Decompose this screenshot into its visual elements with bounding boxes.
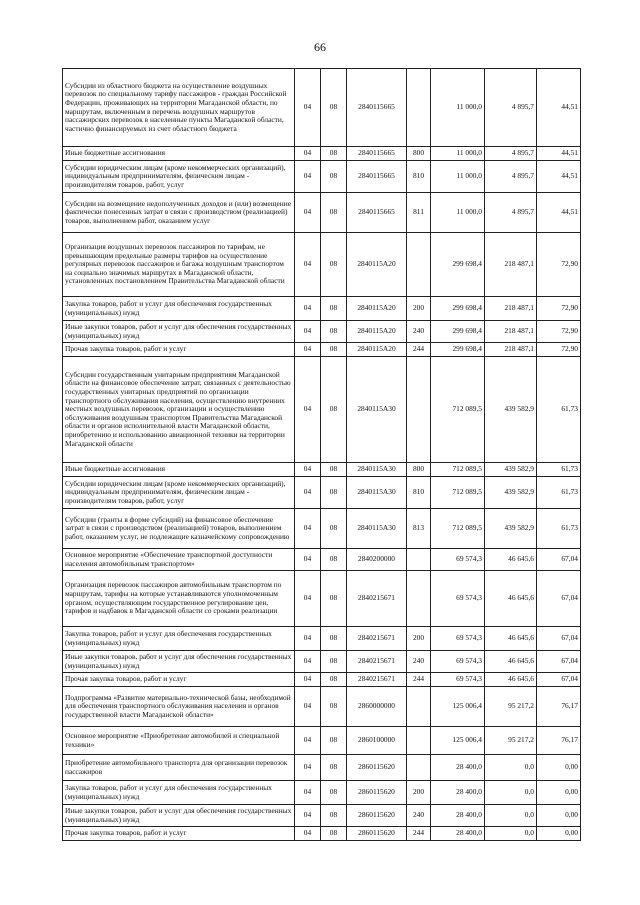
table-row [63,193,581,233]
section-code-cell: 04 [295,233,321,297]
planned-amount-cell: 28 400,0 [431,781,485,805]
actual-amount-cell: 0,0 [485,827,537,841]
expense-type-cell [407,357,431,463]
target-article-cell: 2840200000 [347,549,407,571]
planned-amount-cell: 125 006,4 [431,687,485,727]
section-code-cell: 04 [295,627,321,651]
execution-percent-cell: 61,73 [537,357,581,463]
row-name-cell: Приобретение автомобильного транспорта для организации перевозок пассажиров [63,755,295,781]
planned-amount-cell: 125 006,4 [431,727,485,755]
expense-type-cell: 240 [407,651,431,673]
actual-amount-cell: 46 645,6 [485,549,537,571]
target-article-cell: 2840215671 [347,627,407,651]
actual-amount-cell: 46 645,6 [485,651,537,673]
target-article-cell: 2840115665 [347,147,407,161]
section-code-cell: 04 [295,827,321,841]
subsection-code-cell: 08 [321,549,347,571]
section-code-cell: 04 [295,651,321,673]
execution-percent-cell: 72,90 [537,297,581,321]
target-article-cell: 2860115620 [347,755,407,781]
expense-type-cell: 200 [407,781,431,805]
page-number: 66 [314,40,326,54]
target-article-cell: 2860115620 [347,805,407,827]
table-row [63,727,581,755]
table-row [63,343,581,357]
expense-type-cell: 811 [407,193,431,233]
expense-type-cell [407,549,431,571]
planned-amount-cell: 712 089,5 [431,463,485,477]
subsection-code-cell: 08 [321,781,347,805]
row-name-cell: Субсидии государственным унитарным предприятиям Магаданской области на финансовое обеспечение затрат, связанных с деятельностью государственных унитарных предприятий по организации транспортного обслуживания населения, осуществлению внутренних местных воздушных перевозок, организации и осуществлению обслуживания воздушным транспортом Правительства Магаданской области и органов исполнительной власти Магаданской области, приобретению и использованию авиационной техники на территории Магаданской области [63,357,295,463]
planned-amount-cell: 69 574,3 [431,549,485,571]
table-row [63,233,581,297]
row-name-cell: Субсидии из областного бюджета на осуществление воздушных перевозок по специальному тарифу пассажиров - граждан Российской Федерации, проживающих на территории Магаданской области, по маршрутам, включенным в перечень воздушных маршрутов пассажирских перевозок в населенные пункты Магаданской области, частично финансируемых из счет областного бюджета [63,69,295,147]
expense-type-cell: 810 [407,477,431,509]
target-article-cell: 2840115A30 [347,463,407,477]
section-code-cell: 04 [295,549,321,571]
actual-amount-cell: 46 645,6 [485,571,537,627]
section-code-cell: 04 [295,161,321,193]
table-row [63,161,581,193]
table-row [63,781,581,805]
target-article-cell: 2860115620 [347,781,407,805]
execution-percent-cell: 72,90 [537,233,581,297]
execution-percent-cell: 67,04 [537,627,581,651]
expense-type-cell: 244 [407,343,431,357]
target-article-cell: 2840115A30 [347,357,407,463]
execution-percent-cell: 72,90 [537,343,581,357]
target-article-cell: 2840215671 [347,651,407,673]
row-name-cell: Иные закупки товаров, работ и услуг для обеспечения государственных (муниципальных) нужд [63,805,295,827]
expense-type-cell: 810 [407,161,431,193]
execution-percent-cell: 61,73 [537,463,581,477]
subsection-code-cell: 08 [321,477,347,509]
execution-percent-cell: 44,51 [537,147,581,161]
table-row [63,477,581,509]
subsection-code-cell: 08 [321,509,347,549]
section-code-cell: 04 [295,463,321,477]
actual-amount-cell: 46 645,6 [485,673,537,687]
target-article-cell: 2840115A20 [347,321,407,343]
target-article-cell: 2840115A30 [347,509,407,549]
expense-type-cell [407,69,431,147]
row-name-cell: Закупка товаров, работ и услуг для обеспечения государственных (муниципальных) нужд [63,627,295,651]
row-name-cell: Закупка товаров, работ и услуг для обеспечения государственных (муниципальных) нужд [63,781,295,805]
actual-amount-cell: 439 582,9 [485,357,537,463]
table-row [63,805,581,827]
expense-type-cell: 200 [407,627,431,651]
subsection-code-cell: 08 [321,147,347,161]
planned-amount-cell: 69 574,3 [431,651,485,673]
subsection-code-cell: 08 [321,193,347,233]
actual-amount-cell: 4 895,7 [485,161,537,193]
subsection-code-cell: 08 [321,233,347,297]
table-row [63,755,581,781]
expense-type-cell [407,755,431,781]
table-row [63,571,581,627]
table-row [63,549,581,571]
subsection-code-cell: 08 [321,827,347,841]
row-name-cell: Основное мероприятие «Приобретение автомобилей и специальной техники» [63,727,295,755]
expense-type-cell: 813 [407,509,431,549]
execution-percent-cell: 44,51 [537,69,581,147]
row-name-cell: Иные бюджетные ассигнования [63,463,295,477]
row-name-cell: Основное мероприятие «Обеспечение транспортной доступности населения автомобильным транспортом» [63,549,295,571]
section-code-cell: 04 [295,357,321,463]
subsection-code-cell: 08 [321,69,347,147]
planned-amount-cell: 299 698,4 [431,343,485,357]
row-name-cell: Организация перевозок пассажиров автомобильным транспортом по маршрутам, тарифы на которые устанавливаются уполномоченным органом, осуществляющим государственное регулирование цен, тарифов и надбавок в Магаданской области со сроками реализации [63,571,295,627]
target-article-cell: 2860100000 [347,727,407,755]
section-code-cell: 04 [295,147,321,161]
row-name-cell: Прочая закупка товаров, работ и услуг [63,673,295,687]
planned-amount-cell: 69 574,3 [431,571,485,627]
row-name-cell: Подпрограмма «Развитие материально-технической базы, необходимой для обеспечения транспортного обслуживания населения и органов государственной власти Магаданской области» [63,687,295,727]
actual-amount-cell: 4 895,7 [485,193,537,233]
row-name-cell: Иные закупки товаров, работ и услуг для обеспечения государственных (муниципальных) нужд [63,321,295,343]
planned-amount-cell: 11 000,0 [431,147,485,161]
actual-amount-cell: 439 582,9 [485,509,537,549]
section-code-cell: 04 [295,781,321,805]
target-article-cell: 2840115665 [347,193,407,233]
expense-type-cell: 800 [407,147,431,161]
section-code-cell: 04 [295,571,321,627]
planned-amount-cell: 712 089,5 [431,477,485,509]
actual-amount-cell: 218 487,1 [485,343,537,357]
expense-type-cell: 240 [407,321,431,343]
table-row [63,827,581,841]
expense-type-cell [407,233,431,297]
target-article-cell: 2840215671 [347,571,407,627]
planned-amount-cell: 11 000,0 [431,193,485,233]
section-code-cell: 04 [295,193,321,233]
target-article-cell: 2840115A20 [347,343,407,357]
section-code-cell: 04 [295,343,321,357]
actual-amount-cell: 218 487,1 [485,233,537,297]
target-article-cell: 2840115A20 [347,233,407,297]
section-code-cell: 04 [295,69,321,147]
row-name-cell: Прочая закупка товаров, работ и услуг [63,827,295,841]
planned-amount-cell: 69 574,3 [431,627,485,651]
expense-type-cell [407,687,431,727]
row-name-cell: Прочая закупка товаров, работ и услуг [63,343,295,357]
actual-amount-cell: 95 217,2 [485,687,537,727]
table-row [63,651,581,673]
planned-amount-cell: 11 000,0 [431,69,485,147]
planned-amount-cell: 28 400,0 [431,827,485,841]
budget-table [62,68,581,841]
expense-type-cell: 800 [407,463,431,477]
actual-amount-cell: 46 645,6 [485,627,537,651]
actual-amount-cell: 439 582,9 [485,477,537,509]
subsection-code-cell: 08 [321,651,347,673]
subsection-code-cell: 08 [321,571,347,627]
section-code-cell: 04 [295,673,321,687]
table-row [63,687,581,727]
row-name-cell: Субсидии на возмещение недополученных доходов и (или) возмещение фактически понесенных затрат в связи с производством (реализацией) товаров, выполнением работ, оказанием услуг [63,193,295,233]
section-code-cell: 04 [295,687,321,727]
table-row [63,147,581,161]
expense-type-cell: 240 [407,805,431,827]
planned-amount-cell: 712 089,5 [431,357,485,463]
planned-amount-cell: 299 698,4 [431,233,485,297]
planned-amount-cell: 11 000,0 [431,161,485,193]
execution-percent-cell: 76,17 [537,687,581,727]
actual-amount-cell: 218 487,1 [485,297,537,321]
planned-amount-cell: 69 574,3 [431,673,485,687]
section-code-cell: 04 [295,297,321,321]
subsection-code-cell: 08 [321,755,347,781]
table-row [63,357,581,463]
table-row [63,463,581,477]
expense-type-cell: 244 [407,827,431,841]
row-name-cell: Иные бюджетные ассигнования [63,147,295,161]
table-row [63,321,581,343]
row-name-cell: Субсидии юридическим лицам (кроме некоммерческих организаций), индивидуальным предпринимателям, физическим лицам - производителям товаров, работ, услуг [63,477,295,509]
target-article-cell: 2840115A30 [347,477,407,509]
execution-percent-cell: 0,00 [537,827,581,841]
section-code-cell: 04 [295,321,321,343]
table-row [63,69,581,147]
table-row [63,509,581,549]
section-code-cell: 04 [295,477,321,509]
actual-amount-cell: 0,0 [485,805,537,827]
subsection-code-cell: 08 [321,357,347,463]
actual-amount-cell: 4 895,7 [485,147,537,161]
subsection-code-cell: 08 [321,321,347,343]
subsection-code-cell: 08 [321,727,347,755]
execution-percent-cell: 0,00 [537,755,581,781]
execution-percent-cell: 67,04 [537,571,581,627]
execution-percent-cell: 67,04 [537,673,581,687]
expense-type-cell: 200 [407,297,431,321]
execution-percent-cell: 76,17 [537,727,581,755]
actual-amount-cell: 0,0 [485,781,537,805]
row-name-cell: Иные закупки товаров, работ и услуг для обеспечения государственных (муниципальных) нужд [63,651,295,673]
execution-percent-cell: 67,04 [537,651,581,673]
target-article-cell: 2840215671 [347,673,407,687]
subsection-code-cell: 08 [321,297,347,321]
execution-percent-cell: 67,04 [537,549,581,571]
table-row [63,673,581,687]
planned-amount-cell: 299 698,4 [431,321,485,343]
execution-percent-cell: 0,00 [537,781,581,805]
table-row [63,627,581,651]
actual-amount-cell: 0,0 [485,755,537,781]
execution-percent-cell: 44,51 [537,193,581,233]
actual-amount-cell: 95 217,2 [485,727,537,755]
subsection-code-cell: 08 [321,805,347,827]
expense-type-cell [407,571,431,627]
execution-percent-cell: 72,90 [537,321,581,343]
planned-amount-cell: 712 089,5 [431,509,485,549]
row-name-cell: Субсидии (гранты в форме субсидий) на финансовое обеспечение затрат в связи с производством (реализацией) товаров, выполнением работ, оказанием услуг, не подлежащие казначейскому сопровождению [63,509,295,549]
planned-amount-cell: 299 698,4 [431,297,485,321]
target-article-cell: 2840115665 [347,161,407,193]
row-name-cell: Субсидии юридическим лицам (кроме некоммерческих организаций), индивидуальным предпринимателям, физическим лицам - производителям товаров, работ, услуг [63,161,295,193]
subsection-code-cell: 08 [321,673,347,687]
execution-percent-cell: 61,73 [537,477,581,509]
actual-amount-cell: 4 895,7 [485,69,537,147]
section-code-cell: 04 [295,805,321,827]
expense-type-cell: 244 [407,673,431,687]
subsection-code-cell: 08 [321,463,347,477]
subsection-code-cell: 08 [321,627,347,651]
actual-amount-cell: 439 582,9 [485,463,537,477]
target-article-cell: 2840115A20 [347,297,407,321]
target-article-cell: 2840115665 [347,69,407,147]
section-code-cell: 04 [295,509,321,549]
target-article-cell: 2860000000 [347,687,407,727]
section-code-cell: 04 [295,727,321,755]
subsection-code-cell: 08 [321,687,347,727]
execution-percent-cell: 0,00 [537,805,581,827]
row-name-cell: Закупка товаров, работ и услуг для обеспечения государственных (муниципальных) нужд [63,297,295,321]
budget-table-body [63,69,581,841]
execution-percent-cell: 44,51 [537,161,581,193]
subsection-code-cell: 08 [321,343,347,357]
target-article-cell: 2860115620 [347,827,407,841]
actual-amount-cell: 218 487,1 [485,321,537,343]
execution-percent-cell: 61,73 [537,509,581,549]
row-name-cell: Организация воздушных перевозок пассажиров по тарифам, не превышающим предельные размеры тарифов на осуществление регулярных перевозок пассажиров и багажа воздушным транспортом на социально значимых маршрутах в Магаданской области, установленных постановлением Правительства Магаданской области [63,233,295,297]
planned-amount-cell: 28 400,0 [431,805,485,827]
section-code-cell: 04 [295,755,321,781]
subsection-code-cell: 08 [321,161,347,193]
planned-amount-cell: 28 400,0 [431,755,485,781]
expense-type-cell [407,727,431,755]
table-row [63,297,581,321]
